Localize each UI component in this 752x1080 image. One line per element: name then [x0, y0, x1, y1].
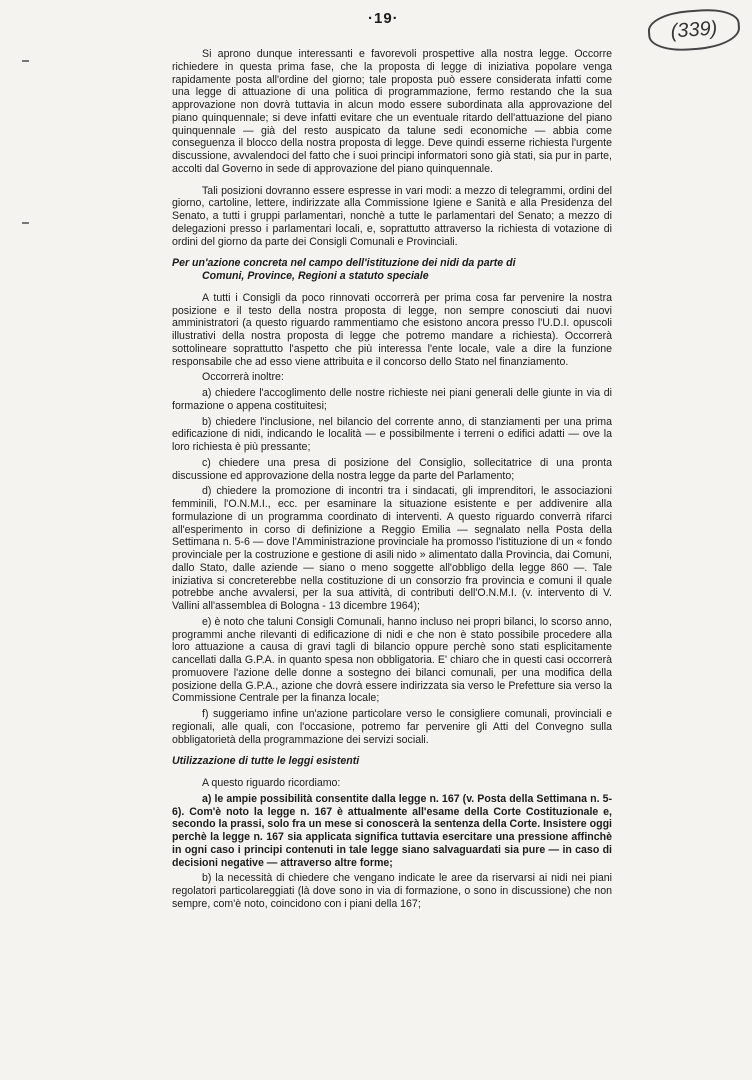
margin-mark: [22, 60, 29, 62]
paragraph: Si aprono dunque interessanti e favorevoli prospettive alla nostra legge. Occorre richiedere in questa prima fase, che la proposta di legge di iniziativa popolare venga rapidamente posta all'ordine del giorno; tale proposta può essere considerata infatti come una legge di attuazione di una politica di programmazione, fermo restando che la sua approvazione non dovrà tuttavia in alcun modo essere subordinata alla approvazione del piano quinquennale; si deve infatti evitare che un eventuale ritardo dell'attuazione del piano quinquennale — già del resto auspicato da talune sedi economiche — abbia come conseguenza il blocco della nostra proposta di legge. Deve quindi esserne richiesta l'urgente discussione, avvalendoci del fatto che i suoi principi informatori sono già stati, sia pur in parte, accolti dal Governo in sede di approvazione del piano quinquennale.: [172, 48, 612, 175]
section-heading-line: Comuni, Province, Regioni a statuto speciale: [202, 270, 429, 282]
list-item: d) chiedere la promozione di incontri tra i sindacati, gli imprenditori, le associazioni femminili, l'O.N.M.I., ecc. per esaminare la situazione esistente e per addivenire alla formulazione di un programma coordinato di interventi. A questo riguardo converrà rifarci all'esperimento in corso di definizione a Reggio Emilia — segnalato nella Posta della Settimana n. 5-6 — dove l'Amministrazione provinciale ha promosso l'istituzione di un « fondo provinciale per la costruzione e gestione di asili nido » alimentato dalla Provincia, dai Comuni, dallo Stato, dalle aziende — siano o meno soggette all'obbligo della legge 860 —. Tale iniziativa si concreterebbe nella costituzione di un consorzio fra provincia e comuni il quale potrebbe anche avvalersi, per la sua attività, di contributi dell'O.N.M.I. (v. intervento di V. Vallini all'assemblea di Bologna - 13 dicembre 1964);: [172, 485, 612, 612]
list-item: b) la necessità di chiedere che vengano indicate le aree da riservarsi ai nidi nei piani regolatori particolareggiati (là dove sono in via di formazione, o sono in discussione) che non sempre, com'è noto, coincidono con i piani della 167;: [172, 872, 612, 910]
paragraph: A tutti i Consigli da poco rinnovati occorrerà per prima cosa far pervenire la nostra posizione e il testo della nostra proposta di legge, non sempre conosciuti dai nuovi amministratori (a questo riguardo rammentiamo che esistono ancora presso l'U.D.I. opuscoli illustrativi della nostra proposta di legge che potremo mandare a richiesta). Occorrerà sottolineare soprattutto l'aspetto che più interessa l'ente locale, vale a dire la funzione responsabile che ad esso viene attribuita e il concorso dello Stato nel finanziamento.: [172, 291, 612, 368]
list-lead: A questo riguardo ricordiamo:: [202, 777, 341, 789]
archive-stamp: (339): [647, 7, 742, 53]
list-item: b) chiedere l'inclusione, nel bilancio del corrente anno, di stanziamenti per una prima edificazione di nidi, indicando le località — e possibilmente i terreni o edifici adatti — ove la loro richiesta è più pressante;: [172, 415, 612, 453]
section-heading-line: Per un'azione concreta nel campo dell'istituzione dei nidi da parte di: [172, 257, 516, 270]
list-item: e) è noto che taluni Consigli Comunali, hanno incluso nei propri bilanci, lo scorso anno, programmi anche rilevanti di edificazione di nidi e che non è stato possibile procedere alla loro attuazione a causa di gravi tagli di bilancio oppure perchè sono stati esplicitamente cancellati dalla G.P.A. in quanto spesa non obbligatoria. E' chiaro che in questi casi occorrerà promuovere l'azione delle donne a sostegno dei bilanci comunali, per una modifica della posizione della G.P.A., azione che dovrà essere indirizzata sia verso le Prefetture sia verso la Commissione Centrale per la finanza locale;: [172, 615, 612, 705]
list-item: a) le ampie possibilità consentite dalla legge n. 167 (v. Posta della Settimana n. 5-6). Com'è noto la legge n. 167 è attualmente all'esame della Corte Costituzionale e, secondo la prassi, solo fra un mese si conoscerà la sentenza della Corte. Insistere oggi perchè la legge n. 167 sia applicata significa tuttavia esercitare una pressione affinchè in ogni caso i principi contenuti in tale legge siano salvaguardati sia pure — in caso di decisioni negative — attraverso altre forme;: [172, 792, 612, 869]
margin-mark: [22, 222, 29, 224]
list-item: c) chiedere una presa di posizione del Consiglio, sollecitatrice di una pronta discussione ed approvazione della nostra legge da parte del Parlamento;: [172, 456, 612, 482]
list-item: f) suggeriamo infine un'azione particolare verso le consigliere comunali, provinciali e regionali, alle quali, con l'occasione, potremo far pervenire gli Atti del Convegno sulla obbligatorietà della programmazione dei servizi sociali.: [172, 708, 612, 746]
document-body: [172, 48, 612, 914]
section-heading: [172, 257, 612, 283]
list-lead: Occorrerà inoltre:: [202, 371, 284, 384]
page-number: ·19·: [368, 10, 399, 27]
paragraph: Tali posizioni dovranno essere espresse in vari modi: a mezzo di telegrammi, ordini del giorno, cartoline, lettere, indirizzate alla Commissione Igiene e Sanità e alla Presidenza del Senato, a tutti i gruppi parlamentari, nonchè a tutte le parlamentari del Senato; a mezzo di delegazioni presso i parlamentari locali, e, soprattutto attraverso la richiesta di votazione di ordini del giorno da parte dei Consigli Comunali e Provinciali.: [172, 184, 612, 248]
list-item: a) chiedere l'accoglimento delle nostre richieste nei piani generali delle giunte in via di formazione o appena costituitesi;: [172, 387, 612, 412]
section-heading: Utilizzazione di tutte le leggi esistenti: [172, 755, 360, 768]
